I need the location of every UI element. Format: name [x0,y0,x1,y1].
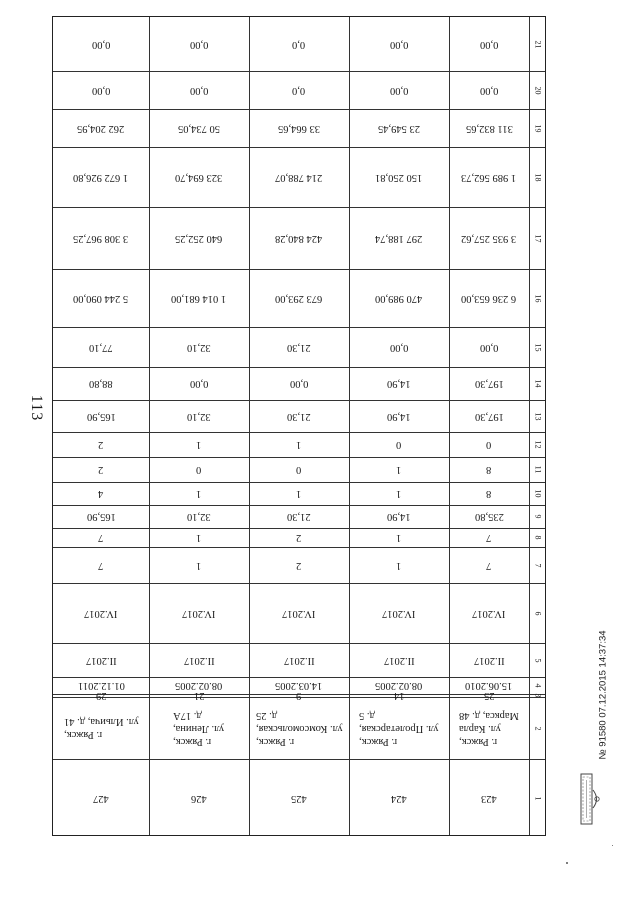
table-cell [249,528,349,547]
table-cell [249,367,349,400]
table-cell [149,457,249,482]
cell-value: г. Ряжск, ул. Ильича, д. 41 [63,716,139,740]
column-number-label: 20 [533,86,543,94]
table-cell [449,505,529,528]
cell-value: 0,00 [389,341,409,353]
table-cell [53,71,149,109]
cell-value: 426 [191,792,207,804]
table-cell [249,207,349,269]
address-cell [249,697,349,759]
cell-value: 470 989,00 [375,292,423,304]
table-cell [53,207,149,269]
column-number [529,400,547,432]
cell-value: 29 [95,690,107,701]
table-cell [449,109,529,147]
cell-value: 297 188,74 [375,232,423,244]
cell-value: 01.12.2011 [77,680,125,691]
cell-value: 424 [391,792,407,804]
table-cell [53,367,149,400]
table-cell [149,71,249,109]
table-cell [149,528,249,547]
table-cell [349,269,449,327]
cell-value: 88,80 [89,378,113,389]
table-cell [249,109,349,147]
document-registration-id: № 91580 07.12.2015 14:37:34 [597,630,609,760]
cell-value: 0 [296,464,302,475]
cell-value: 08.02.2005 [375,680,423,691]
cell-value: 1 [296,488,302,499]
table-cell [449,677,529,694]
column-number-label: 2 [533,726,543,730]
column-number-label: 7 [533,563,543,567]
cell-value: IV.2017 [84,607,118,619]
table-cell [449,367,529,400]
table-cell [349,71,449,109]
column-number-label: 13 [533,412,543,420]
column-number-label: 11 [533,465,543,474]
cell-value: 3 935 257,62 [461,232,517,244]
table-cell [249,583,349,643]
table-cell [149,583,249,643]
cell-value: 197,30 [474,378,504,389]
row-number-cell [149,759,249,837]
cell-value: 640 252,25 [175,232,223,244]
cell-value: 0 [486,439,492,450]
table-cell [449,547,529,583]
column-number-label: 19 [533,124,543,132]
table-cell [53,547,149,583]
scan-speck [566,862,568,864]
register-table [52,16,546,836]
cell-value: 1 [396,559,402,571]
cell-value: 4 [98,488,104,499]
table-cell [249,327,349,367]
cell-value: г. Ряжск, ул. Карла Маркса, д. 48 [459,709,519,747]
table-cell [449,17,529,71]
table-cell [349,432,449,457]
cell-value: 3 308 967,25 [73,232,129,244]
cell-value: 6 236 653,00 [461,292,517,304]
column-number [529,432,547,457]
table-cell [249,71,349,109]
table-cell [349,690,449,701]
cell-value: 21,30 [287,410,311,422]
cell-value: 7 [486,559,492,571]
column-number [529,643,547,677]
cell-value: 0 [196,464,202,475]
table-cell [249,400,349,432]
cell-value: г. Ряжск, ул. Комсомольская, д. 25 [255,709,343,747]
cell-value: II.2017 [283,654,315,666]
column-number [529,505,547,528]
table-cell [249,17,349,71]
cell-value: 9 [296,690,302,701]
table-cell [249,269,349,327]
table-cell [449,400,529,432]
cell-value: 23 549,45 [378,122,420,134]
column-number [529,71,547,109]
table-cell [53,482,149,505]
row-number-cell [349,759,449,837]
table-cell [53,643,149,677]
cell-value: 0,00 [91,84,111,96]
table-cell [349,482,449,505]
column-number-label: 5 [533,658,543,662]
cell-value: 0,00 [479,341,499,353]
address-cell [449,697,529,759]
cell-value: 2 [98,464,104,475]
table-cell [449,269,529,327]
cell-value: II.2017 [85,654,117,666]
column-number-label: 16 [533,294,543,302]
column-number-label: 3 [533,693,543,698]
cell-value: 1 [296,439,302,450]
cell-value: 1 [396,532,402,543]
cell-value: 2 [98,439,104,450]
cell-value: 197,30 [474,410,504,422]
table-cell [349,505,449,528]
column-number [529,147,547,207]
cell-value: 25 [483,690,495,701]
table-cell [449,482,529,505]
table-cell [349,400,449,432]
column-number [529,367,547,400]
column-number [529,583,547,643]
column-number [529,207,547,269]
table-cell [349,367,449,400]
table-cell [349,207,449,269]
column-number [529,697,547,759]
cell-value: 08.02.2005 [175,680,223,691]
cell-value: II.2017 [473,654,505,666]
cell-value: 14,90 [387,410,411,422]
table-cell [53,109,149,147]
table-cell [349,547,449,583]
table-cell [449,71,529,109]
cell-value: 0,0 [292,38,306,50]
cell-value: 235,80 [474,511,504,522]
column-number [529,528,547,547]
cell-value: 21,30 [287,511,311,522]
table-cell [349,327,449,367]
cell-value: 8 [486,464,492,475]
table-cell [349,147,449,207]
table-cell [53,528,149,547]
cell-value: 262 204,95 [77,122,125,134]
cell-value: 1 [196,559,202,571]
cell-value: 673 293,00 [275,292,323,304]
table-cell [53,400,149,432]
cell-value: г. Ряжск, ул. Пролетарская, д. 5 [359,709,439,747]
cell-value: 311 832,65 [465,122,513,134]
cell-value: 7 [486,532,492,543]
table-cell [149,505,249,528]
column-number-label: 6 [533,611,543,615]
cell-value: 14.03.2005 [275,680,323,691]
table-cell [53,327,149,367]
cell-value: 1 [196,439,202,450]
scan-speck [612,845,613,846]
column-number-label: 1 [533,796,543,800]
cell-value: 32,10 [187,341,211,353]
column-number [529,677,547,694]
cell-value: 7 [98,532,104,543]
cell-value: 0,00 [289,378,309,389]
column-number-label: 12 [533,440,543,449]
column-number [529,327,547,367]
column-number-label: 17 [533,234,543,242]
row-number-cell [249,759,349,837]
cell-value: 165,90 [86,511,116,522]
cell-value: 323 694,70 [175,171,223,183]
table-cell [149,367,249,400]
cell-value: 165,90 [86,410,116,422]
cell-value: 14,90 [387,378,411,389]
table-cell [249,482,349,505]
table-cell [53,269,149,327]
table-cell [349,528,449,547]
cell-value: 77,10 [89,341,113,353]
column-number [529,694,547,697]
cell-value: 0,00 [91,38,111,50]
cell-value: II.2017 [183,654,215,666]
column-number-label: 15 [533,343,543,351]
table-cell [53,432,149,457]
address-cell [149,697,249,759]
cell-value: 0,00 [389,84,409,96]
cell-value: г. Ряжск, ул. Ленина, д. 17А [173,709,225,747]
cell-value: 0,00 [479,84,499,96]
cell-value: IV.2017 [182,607,216,619]
cell-value: 50 734,05 [178,122,220,134]
table-cell [249,643,349,677]
table-cell [53,17,149,71]
table-cell [449,583,529,643]
column-number [529,482,547,505]
table-cell [449,690,529,701]
column-number-label: 10 [533,489,543,498]
cell-value: 424 840,28 [275,232,323,244]
table-cell [149,17,249,71]
cell-value: 21,30 [287,341,311,353]
page-number: 113 [28,394,45,422]
cell-value: 0,00 [189,378,209,389]
table-cell [149,400,249,432]
cell-value: 150 250,81 [375,171,423,183]
table-cell [149,690,249,701]
table-cell [53,677,149,694]
table-cell [149,207,249,269]
column-number [529,759,547,837]
cell-value: 7 [98,559,104,571]
stamp-seal-icon [578,770,602,828]
column-number-label: 4 [533,683,543,688]
table-cell [249,677,349,694]
table-cell [449,147,529,207]
table-cell [449,528,529,547]
cell-value: 0 [396,439,402,450]
column-number-label: 14 [533,379,543,388]
table-cell [349,583,449,643]
address-cell [349,697,449,759]
table-cell [349,677,449,694]
table-cell [53,147,149,207]
table-cell [349,643,449,677]
table-cell [349,109,449,147]
cell-value: 21 [193,690,205,701]
cell-value: 1 014 681,00 [171,292,227,304]
cell-value: 0,00 [189,38,209,50]
cell-value: 1 [396,464,402,475]
cell-value: 8 [486,488,492,499]
table-cell [149,327,249,367]
table-cell [349,457,449,482]
cell-value: 1 [196,532,202,543]
table-cell [149,109,249,147]
table-cell [249,690,349,701]
cell-value: 0,0 [292,84,306,96]
cell-value: 5 244 090,00 [73,292,129,304]
table-cell [53,457,149,482]
table-cell [53,583,149,643]
cell-value: 33 664,65 [278,122,320,134]
column-number-label: 8 [533,535,543,540]
cell-value: 427 [93,792,109,804]
cell-value: 15.06.2010 [465,680,513,691]
table-cell [149,643,249,677]
column-number [529,17,547,71]
table-cell [449,432,529,457]
cell-value: 423 [481,792,497,804]
table-cell [149,547,249,583]
column-number [529,109,547,147]
cell-value: 214 788,07 [275,171,323,183]
cell-value: 0,00 [389,38,409,50]
table-cell [249,432,349,457]
cell-value: 0,00 [189,84,209,96]
table-cell [149,432,249,457]
column-number-label: 9 [533,514,543,519]
column-number [529,269,547,327]
table-cell [249,547,349,583]
table-cell [449,457,529,482]
row-number-cell [53,759,149,837]
cell-value: II.2017 [383,654,415,666]
row-number-cell [449,759,529,837]
cell-value: 32,10 [187,511,211,522]
table-cell [249,457,349,482]
table-cell [449,327,529,367]
table-cell [53,690,149,701]
cell-value: 14 [393,690,405,701]
table-cell [249,505,349,528]
column-number [529,457,547,482]
cell-value: 425 [291,792,307,804]
cell-value: IV.2017 [382,607,416,619]
cell-value: IV.2017 [282,607,316,619]
table-cell [149,482,249,505]
table-cell [449,207,529,269]
cell-value: 2 [296,532,302,543]
column-number-label: 18 [533,173,543,181]
cell-value: 2 [296,559,302,571]
table-cell [149,269,249,327]
table-cell [149,677,249,694]
table-cell [53,505,149,528]
table-cell [449,643,529,677]
table-cell [249,147,349,207]
address-cell [53,697,149,759]
cell-value: 1 [196,488,202,499]
cell-value: 1 989 562,73 [461,171,517,183]
table-cell [149,147,249,207]
cell-value: 14,90 [387,511,411,522]
column-number [529,547,547,583]
column-number-label: 21 [533,40,543,48]
cell-value: 32,10 [187,410,211,422]
cell-value: 0,00 [479,38,499,50]
cell-value: 1 672 926,80 [73,171,129,183]
cell-value: 1 [396,488,402,499]
cell-value: IV.2017 [472,607,506,619]
table-cell [349,17,449,71]
